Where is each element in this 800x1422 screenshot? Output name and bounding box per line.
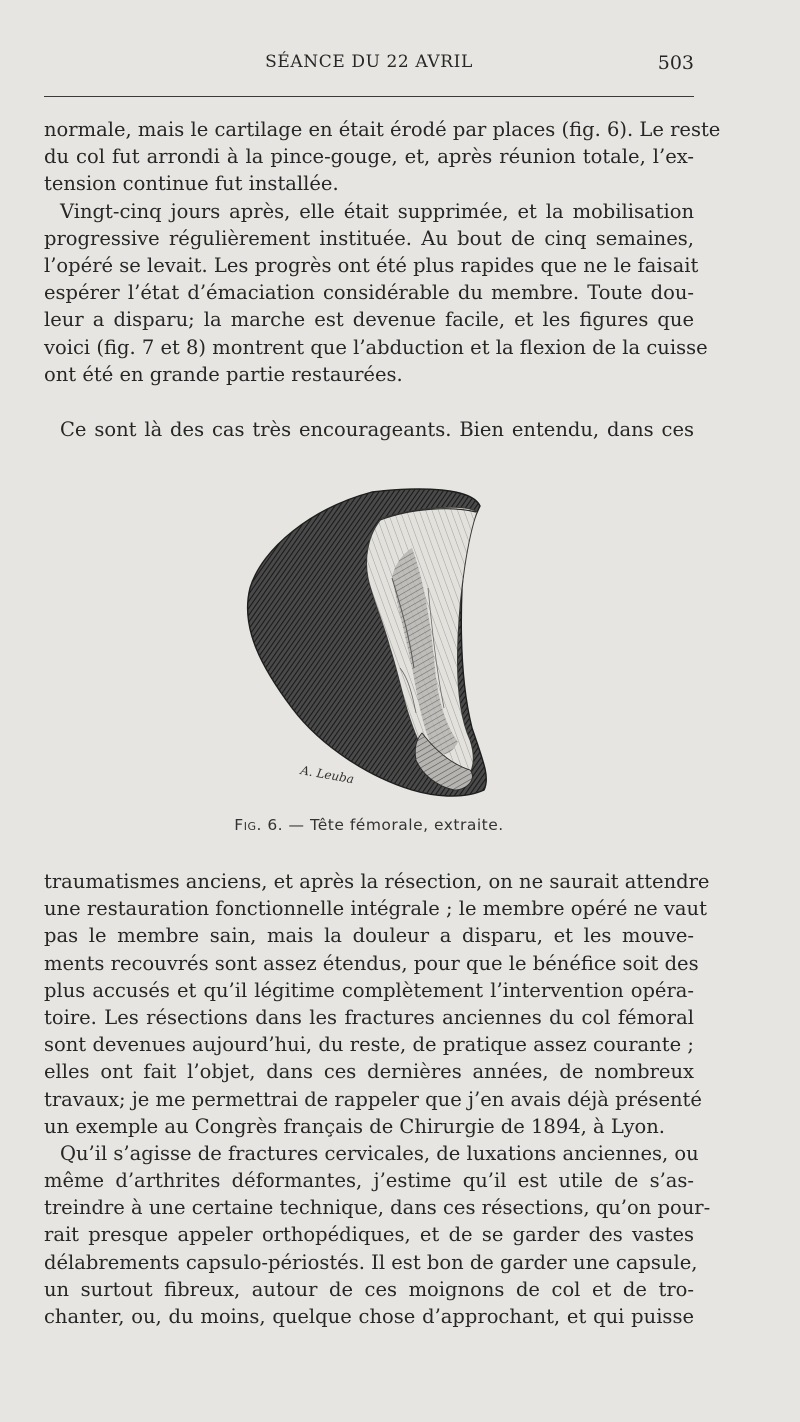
running-head: SÉANCE DU 22 AVRIL <box>265 52 473 72</box>
page-header <box>44 52 694 78</box>
text-line: elles ont fait l’objet, dans ces dernières années, de nombreux <box>44 1060 694 1084</box>
text-line: chanter, ou, du moins, quelque chose d’approchant, et qui puisse <box>44 1305 694 1328</box>
text-line: sont devenues aujourd’hui, du reste, de pratique assez courante ; <box>44 1033 694 1057</box>
text-line: pas le membre sain, mais la douleur a disparu, et les mouve- <box>44 924 694 948</box>
text-line: progressive régulièrement instituée. Au bout de cinq semaines, <box>44 226 694 250</box>
text-line: espérer l’état d’émaciation considérable du membre. Toute dou- <box>44 281 694 305</box>
figure-femoral-head <box>222 478 512 808</box>
text-line: un surtout fibreux, autour de ces moignons de col et de tro- <box>44 1277 694 1301</box>
figure-caption <box>44 816 694 834</box>
text-line: une restauration fonctionnelle intégrale ; le membre opéré ne vaut <box>44 897 707 921</box>
text-line: l’opéré se levait. Les progrès ont été plus rapides que ne le faisait <box>44 253 699 277</box>
text-line: Qu’il s’agisse de fractures cervicales, de luxations anciennes, ou <box>60 1141 699 1165</box>
text-line: tension continue fut installée. <box>44 172 339 196</box>
femoral-head-illustration <box>222 478 512 808</box>
text-line: leur a disparu; la marche est devenue facile, et les figures que <box>44 308 694 332</box>
caption-text: — Tête fémorale, extraite. <box>288 816 504 834</box>
text-line: normale, mais le cartilage en était érodé par places (fig. 6). Le reste <box>44 118 721 141</box>
text-line: plus accusés et qu’il légitime complètement l’intervention opéra- <box>44 978 694 1002</box>
caption-label: Fig. 6. <box>234 816 284 834</box>
text-line: ments recouvrés sont assez étendus, pour que le bénéfice soit des <box>44 951 699 975</box>
text-line: Ce sont là des cas très encourageants. Bien entendu, dans ces <box>60 418 694 441</box>
text-line: rait presque appeler orthopédiques, et de se garder des vastes <box>44 1223 694 1247</box>
paragraph-block-middle <box>44 416 694 443</box>
text-line: traumatismes anciens, et après la résection, on ne saurait attendre <box>44 870 710 893</box>
text-line: du col fut arrondi à la pince-gouge, et, après réunion totale, l’ex- <box>44 145 694 169</box>
text-line: toire. Les résections dans les fractures anciennes du col fémoral <box>44 1005 694 1029</box>
text-line: Vingt-cinq jours après, elle était supprimée, et la mobilisation <box>60 199 694 223</box>
text-line: un exemple au Congrès français de Chirurgie de 1894, à Lyon. <box>44 1114 665 1138</box>
paragraph-block-top <box>44 116 721 388</box>
text-line: délabrements capsulo-périostés. Il est bon de garder une capsule, <box>44 1250 698 1274</box>
text-line: même d’arthrites déformantes, j’estime qu’il est utile de s’as- <box>44 1169 694 1193</box>
text-line: ont été en grande partie restaurées. <box>44 362 403 386</box>
text-line: travaux; je me permettrai de rappeler que j’en avais déjà présenté <box>44 1087 702 1111</box>
text-line: voici (fig. 7 et 8) montrent que l’abduction et la flexion de la cuisse <box>44 335 708 359</box>
header-rule <box>44 96 694 97</box>
page-number: 503 <box>657 52 694 74</box>
text-line: treindre à une certaine technique, dans ces résections, qu’on pour- <box>44 1196 711 1220</box>
svg-text:A. Leuba: A. Leuba <box>299 763 356 787</box>
paragraph-block-bottom <box>44 868 711 1330</box>
